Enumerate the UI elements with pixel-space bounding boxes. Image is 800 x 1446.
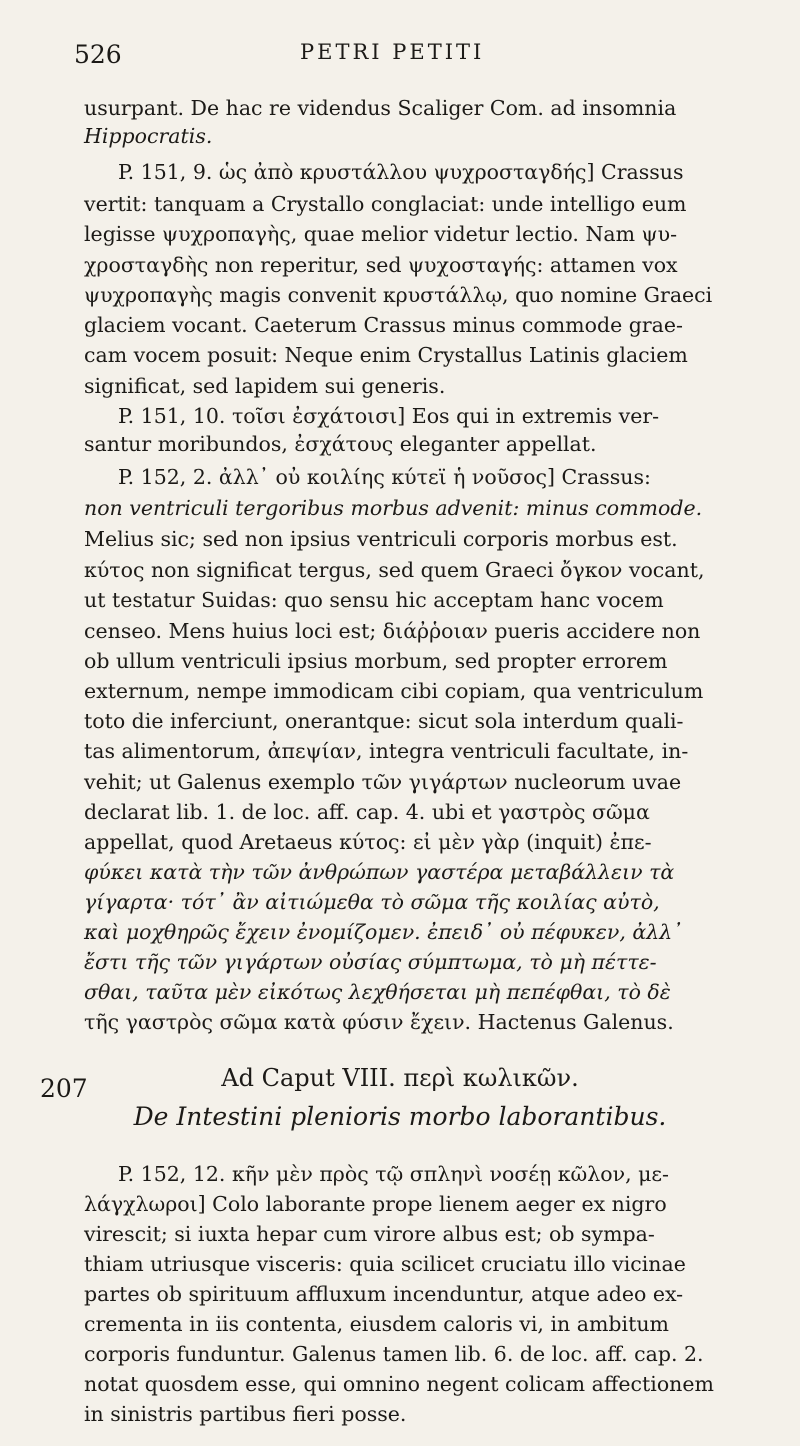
- margin-number: 207: [40, 1074, 88, 1103]
- text-line: καὶ μοχθηρῶς ἔχειν ἐνομίζομεν. ἐπειδ᾽ οὐ πέφυκεν, ἀλλ᾽: [84, 920, 683, 944]
- text-line: λάγχλωροι] Colo laborante prope lienem aeger ex nigro: [84, 1192, 667, 1216]
- section-title: Ad Caput VIII. περὶ κωλικῶν.: [221, 1064, 579, 1092]
- section-subtitle: De Intestini plenioris morbo laborantibus.: [133, 1102, 667, 1131]
- text-line: cam vocem posuit: Neque enim Crystallus Latinis glaciem: [84, 343, 688, 367]
- text-line: τῆς γαστρὸς σῶμα κατὰ φύσιν ἔχειν. Hactenus Galenus.: [84, 1010, 674, 1034]
- text-line: censeo. Mens huius loci est; διάῤῥοιαν pueris accidere non: [84, 619, 701, 643]
- text-line: declarat lib. 1. de loc. aff. cap. 4. ubi et γαστρὸς σῶμα: [84, 800, 650, 824]
- text-line: toto die inferciunt, onerantque: sicut sola interdum quali-: [84, 709, 684, 733]
- text-line: P. 152, 12. κῆν μὲν πρὸς τῷ σπληνὶ νοσέῃ κῶλον, με-: [118, 1162, 669, 1186]
- text-line: santur moribundos, ἐσχάτους eleganter appellat.: [84, 432, 597, 456]
- text-line: σθαι, ταῦτα μὲν εἰκότως λεχθήσεται μὴ πεπέφθαι, τὸ δὲ: [84, 980, 671, 1004]
- text-line: corporis funduntur. Galenus tamen lib. 6. de loc. aff. cap. 2.: [84, 1342, 704, 1366]
- text-line: in sinistris partibus fieri posse.: [84, 1402, 407, 1426]
- text-line: non ventriculi tergoribus morbus advenit: minus commode.: [84, 496, 703, 520]
- text-line: P. 151, 9. ὡς ἀπὸ κρυστάλλου ψυχροσταγδής] Crassus: [118, 160, 684, 184]
- text-line: vehit; ut Galenus exemplo τῶν γιγάρτων nucleorum uvae: [84, 770, 682, 794]
- text-line: ut testatur Suidas: quo sensu hic acceptam hanc vocem: [84, 588, 664, 612]
- running-head: PETRI PETITI: [300, 40, 485, 64]
- page-number: 526: [74, 40, 122, 69]
- text-line: Hippocratis.: [84, 124, 213, 148]
- page-header: [0, 34, 800, 74]
- text-line: usurpant. De hac re videndus Scaliger Com. ad insomnia: [84, 96, 677, 120]
- text-line: notat quosdem esse, qui omnino negent colicam affectionem: [84, 1372, 714, 1396]
- text-line: φύκει κατὰ τὴν τῶν ἀνθρώπων γαστέρα μεταβάλλειν τὰ: [84, 860, 675, 884]
- text-line: appellat, quod Aretaeus κύτος: εἰ μὲν γὰρ (inquit) ἐπε-: [84, 830, 652, 854]
- text-line: externum, nempe immodicam cibi copiam, qua ventriculum: [84, 679, 704, 703]
- text-line: γίγαρτα· τότ᾽ ἂν αἰτιώμεθα τὸ σῶμα τῆς κοιλίας αὐτὸ,: [84, 890, 660, 914]
- text-line: tas alimentorum, ἀπεψίαν, integra ventriculi facultate, in-: [84, 739, 689, 763]
- text-line: virescit; si iuxta hepar cum virore albus est; ob sympa-: [84, 1222, 655, 1246]
- text-line: significat, sed lapidem sui generis.: [84, 374, 446, 398]
- text-line: partes ob spirituum affluxum incenduntur, atque adeo ex-: [84, 1282, 684, 1306]
- text-line: vertit: tanquam a Crystallo conglaciat: unde intelligo eum: [84, 192, 687, 216]
- text-line: κύτος non significat tergus, sed quem Graeci ὄγκον vocant,: [84, 558, 705, 582]
- text-line: P. 152, 2. ἀλλ᾽ οὐ κοιλίης κύτεϊ ἡ νοῦσος] Crassus:: [118, 465, 651, 489]
- text-line: χροσταγδὴς non reperitur, sed ψυχοσταγής: attamen vox: [84, 253, 678, 277]
- text-line: crementa in iis contenta, eiusdem caloris vi, in ambitum: [84, 1312, 669, 1336]
- text-line: legisse ψυχροπαγὴς, quae melior videtur lectio. Nam ψυ-: [84, 222, 678, 246]
- text-line: Melius sic; sed non ipsius ventriculi corporis morbus est.: [84, 527, 678, 551]
- text-line: P. 151, 10. τοῖσι ἐσχάτοισι] Eos qui in extremis ver-: [118, 404, 660, 428]
- text-line: thiam utriusque visceris: quia scilicet cruciatu illo vicinae: [84, 1252, 686, 1276]
- text-line: ψυχροπαγὴς magis convenit κρυστάλλῳ, quo nomine Graeci: [84, 283, 713, 307]
- text-line: ob ullum ventriculi ipsius morbum, sed propter errorem: [84, 649, 668, 673]
- text-line: glaciem vocant. Caeterum Crassus minus commode grae-: [84, 313, 683, 337]
- text-line: ἔστι τῆς τῶν γιγάρτων οὐσίας σύμπτωμα, τὸ μὴ πέττε-: [84, 950, 657, 974]
